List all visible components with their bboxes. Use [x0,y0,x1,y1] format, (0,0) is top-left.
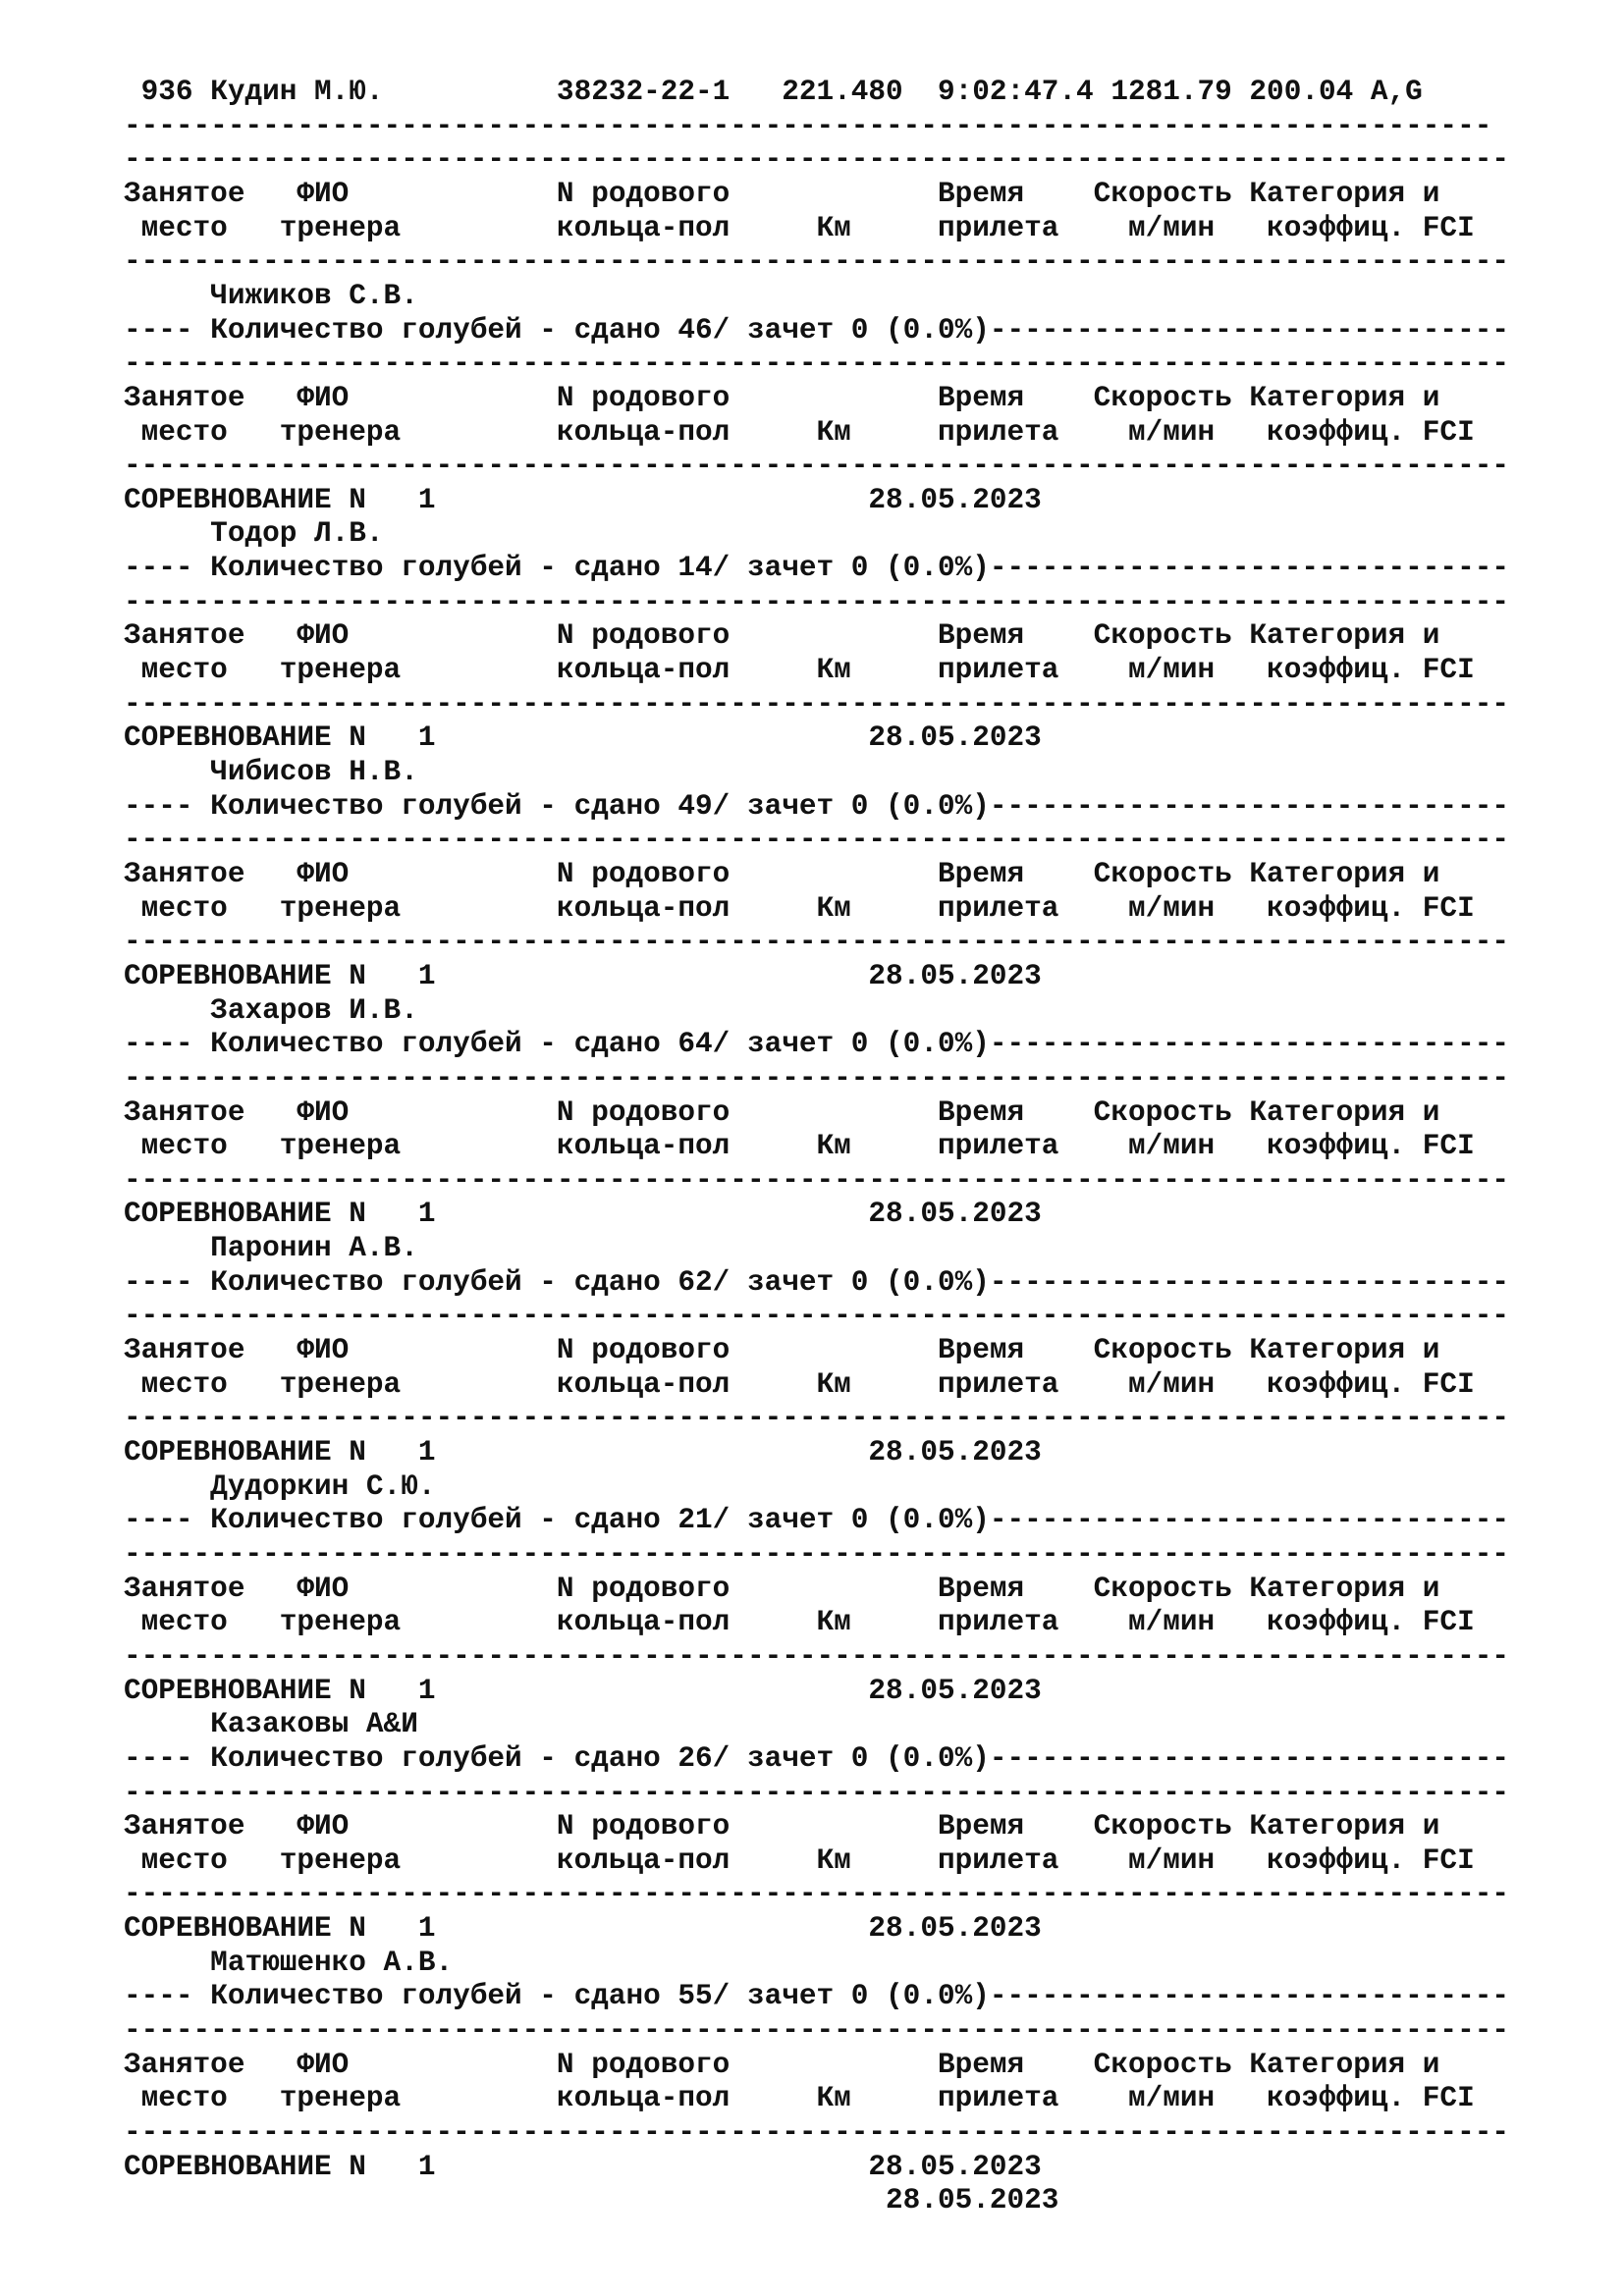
trainer-name-line: Паронин А.В. [124,1232,418,1265]
column-header-line: Занятое ФИО N родового Время Скорость Категория и [124,1810,1440,1843]
competition-line: СОРЕВНОВАНИЕ N 1 28.05.2023 [124,1198,1042,1231]
column-header-line: место тренера кольца-пол Км прилета м/мин коэффиц. FCI [124,1843,1475,1877]
separator-line: -------------------------------------------------------------------------------- [124,1878,1509,1911]
column-header-line: Занятое ФИО N родового Время Скорость Категория и [124,2048,1440,2081]
trainer-name-line: Дудоркин С.Ю. [124,1469,436,1503]
separator-line: -------------------------------------------------------------------------------- [124,1061,1509,1095]
competition-line: СОРЕВНОВАНИЕ N 1 28.05.2023 [124,1436,1042,1468]
column-header-line: место тренера кольца-пол Км прилета м/мин коэффиц. FCI [124,891,1475,925]
column-header-line: Занятое ФИО N родового Время Скорость Категория и [124,619,1440,653]
competition-line: СОРЕВНОВАНИЕ N 1 28.05.2023 [124,1912,1042,1946]
competition-line: СОРЕВНОВАНИЕ N 1 28.05.2023 [124,1674,1042,1707]
pigeon-count-line: ---- Количество голубей - сдано 14/ зачет 0 (0.0%)------------------------------ [124,552,1509,585]
separator-line: -------------------------------------------------------------------------------- [124,1639,1509,1673]
competition-line: СОРЕВНОВАНИЕ N 1 28.05.2023 [124,2150,1042,2183]
pigeon-count-line: ---- Количество голубей - сдано 26/ зачет 0 (0.0%)------------------------------ [124,1741,1509,1775]
trainer-name-line: Чибисов Н.В. [124,756,418,788]
pigeon-count-line: ---- Количество голубей - сдано 55/ зачет 0 (0.0%)------------------------------ [124,1980,1509,2013]
pigeon-count-line: ---- Количество голубей - сдано 62/ зачет 0 (0.0%)------------------------------ [124,1265,1509,1299]
column-header-line: место тренера кольца-пол Км прилета м/мин коэффиц. FCI [124,1130,1475,1163]
separator-line: -------------------------------------------------------------------------------- [124,245,1509,279]
separator-line: -------------------------------------------------------------------------------- [124,824,1509,857]
trainer-name-line: Захаров И.В. [124,993,418,1027]
trainer-name-line: Тодор Л.В. [124,517,384,551]
column-header-line: место тренера кольца-пол Км прилета м/мин коэффиц. FCI [124,1367,1475,1401]
column-header-line: место тренера кольца-пол Км прилета м/мин коэффиц. FCI [124,211,1475,244]
separator-line: -------------------------------------------------------------------------------- [124,450,1509,483]
column-header-line: Занятое ФИО N родового Время Скорость Категория и [124,381,1440,414]
separator-line: -------------------------------------------------------------------------------- [124,2014,1509,2048]
separator-line: -------------------------------------------------------------------------------- [124,1776,1509,1809]
pigeon-count-line: ---- Количество голубей - сдано 64/ зачет 0 (0.0%)------------------------------ [124,1028,1509,1061]
column-header-line: место тренера кольца-пол Км прилета м/мин коэффиц. FCI [124,1606,1475,1639]
trainer-name-line: Чижиков С.В. [124,279,418,312]
date-line: 28.05.2023 [124,2184,1059,2217]
separator-line: -------------------------------------------------------------------------------- [124,2116,1509,2149]
competition-line: СОРЕВНОВАНИЕ N 1 28.05.2023 [124,721,1042,755]
separator-line: -------------------------------------------------------------------------------- [124,1537,1509,1571]
separator-line: -------------------------------------------------------------------------------- [124,143,1509,177]
separator-line: -------------------------------------------------------------------------------- [124,585,1509,618]
trainer-name-line: Матюшенко А.В. [124,1946,454,1979]
competition-line: СОРЕВНОВАНИЕ N 1 28.05.2023 [124,483,1042,516]
pigeon-count-line: ---- Количество голубей - сдано 21/ зачет 0 (0.0%)------------------------------ [124,1504,1509,1537]
separator-line: -------------------------------------------------------------------------------- [124,1163,1509,1197]
column-header-line: место тренера кольца-пол Км прилета м/мин коэффиц. FCI [124,415,1475,449]
separator-line: -------------------------------------------------------------------------------- [124,1402,1509,1435]
separator-line: -------------------------------------------------------------------------------- [124,926,1509,959]
separator-line: ------------------------------------------------------------------------------- [124,109,1492,142]
column-header-line: место тренера кольца-пол Км прилета м/мин коэффиц. FCI [124,2082,1475,2115]
separator-line: -------------------------------------------------------------------------------- [124,687,1509,721]
column-header-line: Занятое ФИО N родового Время Скорость Категория и [124,177,1440,210]
result-row: 936 Кудин М.Ю. 38232-22-1 221.480 9:02:47.4 1281.79 200.04 A,G [124,76,1423,108]
separator-line: -------------------------------------------------------------------------------- [124,1300,1509,1333]
column-header-line: место тренера кольца-пол Км прилета м/мин коэффиц. FCI [124,654,1475,687]
trainer-name-line: Казаковы А&И [124,1708,418,1741]
column-header-line: Занятое ФИО N родового Время Скорость Категория и [124,1334,1440,1367]
pigeon-count-line: ---- Количество голубей - сдано 49/ зачет 0 (0.0%)------------------------------ [124,789,1509,823]
column-header-line: Занятое ФИО N родового Время Скорость Категория и [124,857,1440,890]
column-header-line: Занятое ФИО N родового Время Скорость Категория и [124,1572,1440,1605]
separator-line: -------------------------------------------------------------------------------- [124,347,1509,381]
competition-line: СОРЕВНОВАНИЕ N 1 28.05.2023 [124,959,1042,992]
column-header-line: Занятое ФИО N родового Время Скорость Категория и [124,1095,1440,1129]
pigeon-count-line: ---- Количество голубей - сдано 46/ зачет 0 (0.0%)------------------------------ [124,313,1509,347]
